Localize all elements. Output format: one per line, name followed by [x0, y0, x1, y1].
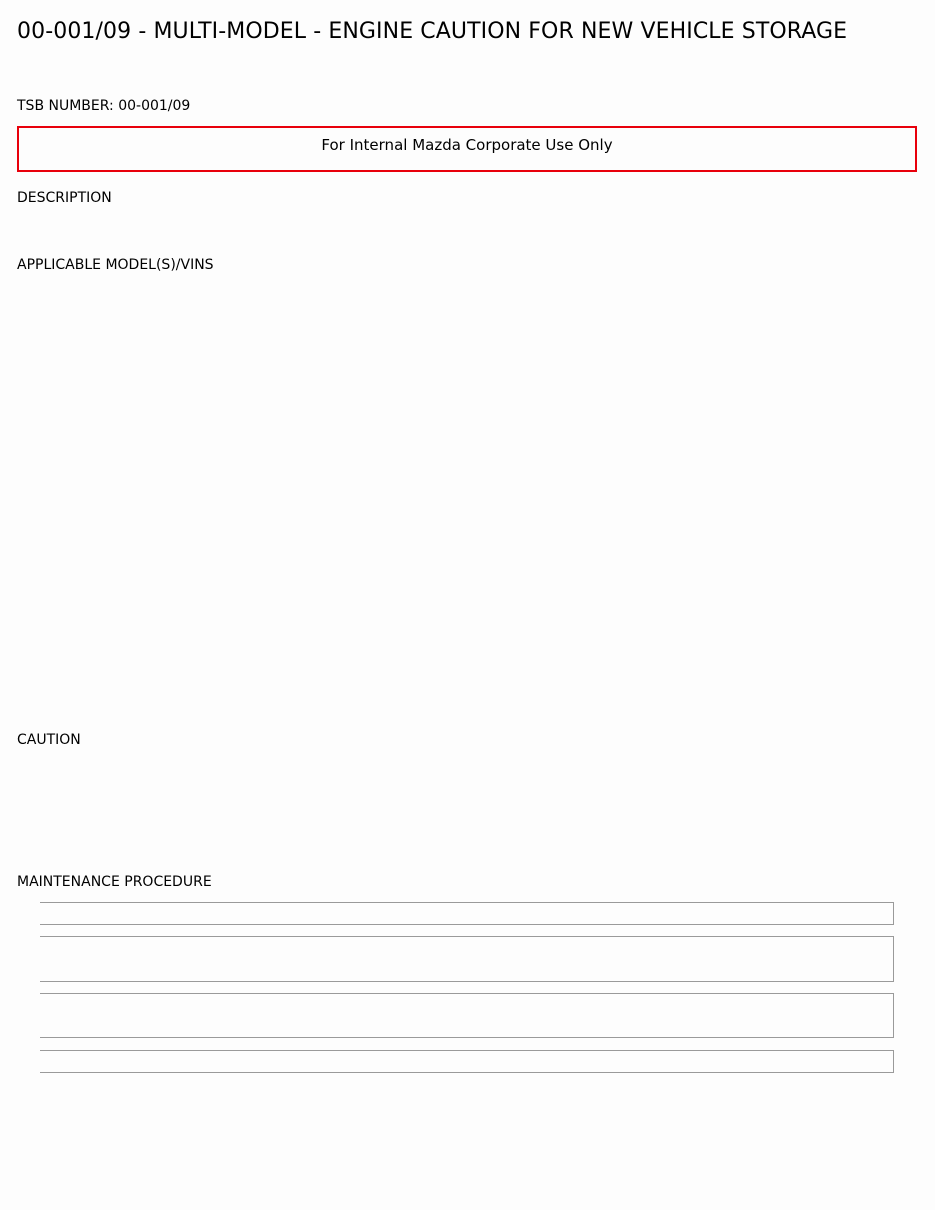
procedure-step-box — [40, 1050, 894, 1073]
section-heading-caution: CAUTION — [17, 732, 81, 748]
section-heading-description: DESCRIPTION — [17, 190, 112, 206]
procedure-step-box — [40, 936, 894, 982]
section-heading-applicable-models: APPLICABLE MODEL(S)/VINS — [17, 257, 214, 273]
internal-use-notice-text: For Internal Mazda Corporate Use Only — [321, 136, 613, 154]
internal-use-notice — [17, 126, 917, 172]
tsb-number: TSB NUMBER: 00-001/09 — [17, 98, 191, 114]
procedure-step-box — [40, 902, 894, 925]
page-title: 00-001/09 - MULTI-MODEL - ENGINE CAUTION FOR NEW VEHICLE STORAGE — [17, 19, 848, 44]
section-heading-maintenance-procedure: MAINTENANCE PROCEDURE — [17, 874, 212, 890]
procedure-step-box — [40, 993, 894, 1038]
